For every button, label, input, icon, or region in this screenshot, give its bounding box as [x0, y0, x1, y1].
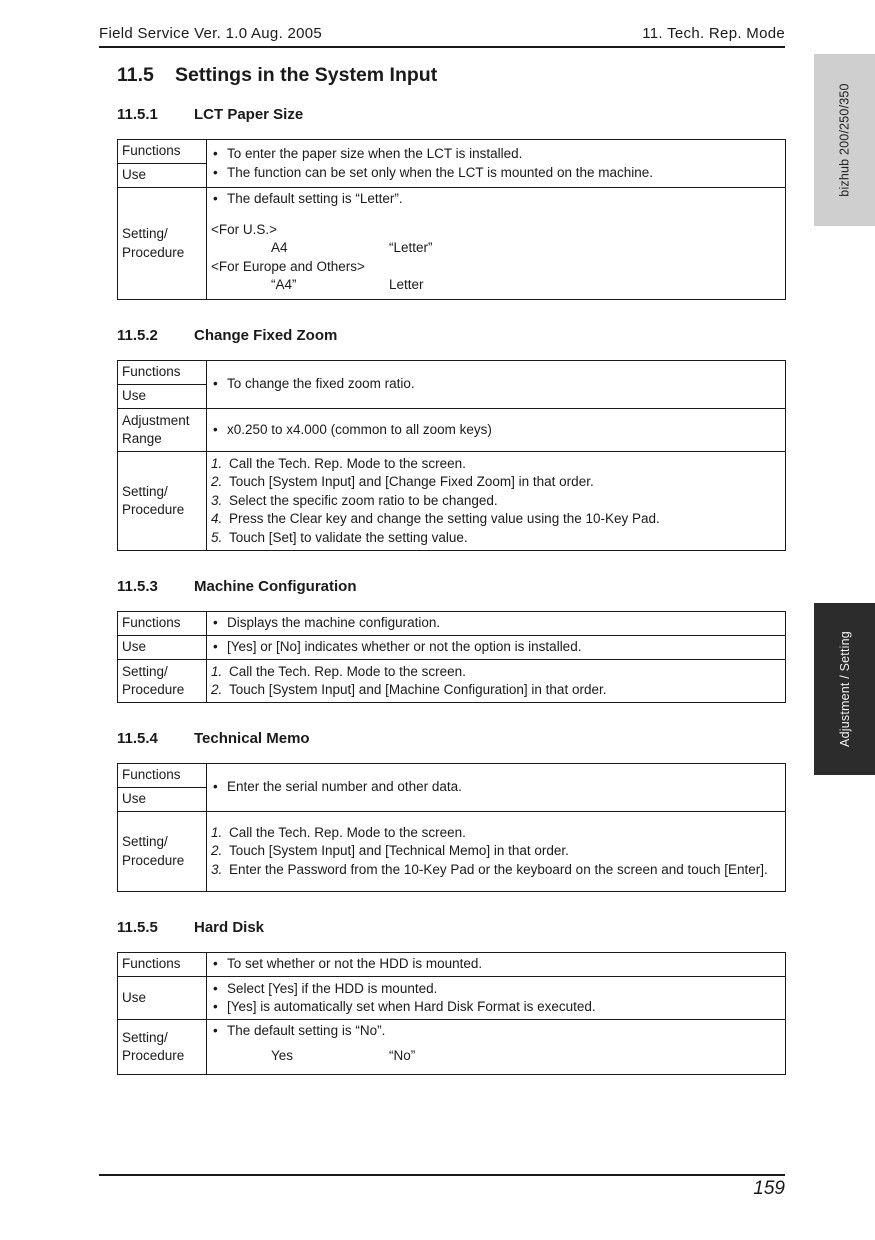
cell-use: • [Yes] or [No] indicates whether or not the option is installed. [207, 636, 786, 660]
cell-functions-use: • To enter the paper size when the LCT is installed. • The function can be set only when the LCT is mounted on the machine. [207, 140, 786, 188]
cell-setting-steps: 1. Call the Tech. Rep. Mode to the screen. 2. Touch [System Input] and [Change Fixed Zoom] in that order. 3. Select the specific zoom ratio to be changed. 4. Press the Clear key and change the setting value using the 10-Key Pad. 5. Touch [Set] to validate the setting value. [207, 452, 786, 551]
table-hard-disk [117, 952, 786, 1075]
label-setting: Setting/ Procedure [118, 660, 207, 703]
subsection-title-5: 11.5.5 Hard Disk [117, 919, 265, 936]
cell-use: • Select [Yes] if the HDD is mounted. • [Yes] is automatically set when Hard Disk Format is executed. [207, 977, 786, 1020]
cell-functions: • Displays the machine configuration. [207, 612, 786, 636]
subsection-title-2: 11.5.2 Change Fixed Zoom [117, 327, 338, 344]
side-tab-model-label: bizhub 200/250/350 [837, 83, 852, 197]
subsection-title-3: 11.5.3 Machine Configuration [117, 578, 357, 595]
cell-setting-steps: 1. Call the Tech. Rep. Mode to the screen. 2. Touch [System Input] and [Machine Configuration] in that order. [207, 660, 786, 703]
label-functions: Functions [118, 612, 207, 636]
label-use: Use [118, 788, 207, 812]
label-setting: Setting/ Procedure [118, 188, 207, 300]
cell-adjustment-range: • x0.250 to x4.000 (common to all zoom keys) [207, 409, 786, 452]
section-number: 11.5 [117, 64, 154, 86]
section-title [117, 64, 786, 92]
table-machine-configuration [117, 611, 786, 703]
header-left: Field Service Ver. 1.0 Aug. 2005 [99, 25, 323, 42]
section-title-text: Settings in the System Input [175, 64, 438, 86]
subsection-title-1: 11.5.1 LCT Paper Size [117, 106, 304, 123]
label-setting: Setting/ Procedure [118, 1020, 207, 1075]
label-setting: Setting/ Procedure [118, 452, 207, 551]
page-header [99, 24, 785, 48]
side-tab-section [814, 603, 875, 775]
subsection-title-4: 11.5.4 Technical Memo [117, 730, 310, 747]
label-functions: Functions [118, 764, 207, 788]
label-functions: Functions [118, 953, 207, 977]
label-use: Use [118, 636, 207, 660]
label-use: Use [118, 977, 207, 1020]
page-footer [99, 1174, 785, 1199]
cell-setting: • The default setting is “Letter”. <For U.S.> A4 “Letter” <For Europe and Others> “A4” Letter [207, 188, 786, 300]
label-functions: Functions [118, 361, 207, 385]
label-use: Use [118, 164, 207, 188]
page-number: 159 [753, 1178, 785, 1199]
label-adjustment-range: Adjustment Range [118, 409, 207, 452]
cell-setting: • The default setting is “No”. Yes “No” [207, 1020, 786, 1075]
table-technical-memo [117, 763, 786, 892]
label-functions: Functions [118, 140, 207, 164]
cell-functions: • To set whether or not the HDD is mounted. [207, 953, 786, 977]
cell-functions-use: • To change the fixed zoom ratio. [207, 361, 786, 409]
cell-functions-use: • Enter the serial number and other data. [207, 764, 786, 812]
side-tab-model [814, 54, 875, 226]
side-tab-section-label: Adjustment / Setting [837, 631, 852, 747]
table-lct-paper-size [117, 139, 786, 300]
header-right: 11. Tech. Rep. Mode [642, 25, 785, 42]
label-setting: Setting/ Procedure [118, 812, 207, 892]
cell-setting-steps: 1. Call the Tech. Rep. Mode to the screen. 2. Touch [System Input] and [Technical Memo] in that order. 3. Enter the Password from the 10-Key Pad or the keyboard on the screen and touch [Enter]. [207, 812, 786, 892]
page-content [117, 64, 786, 1075]
table-change-fixed-zoom [117, 360, 786, 551]
label-use: Use [118, 385, 207, 409]
